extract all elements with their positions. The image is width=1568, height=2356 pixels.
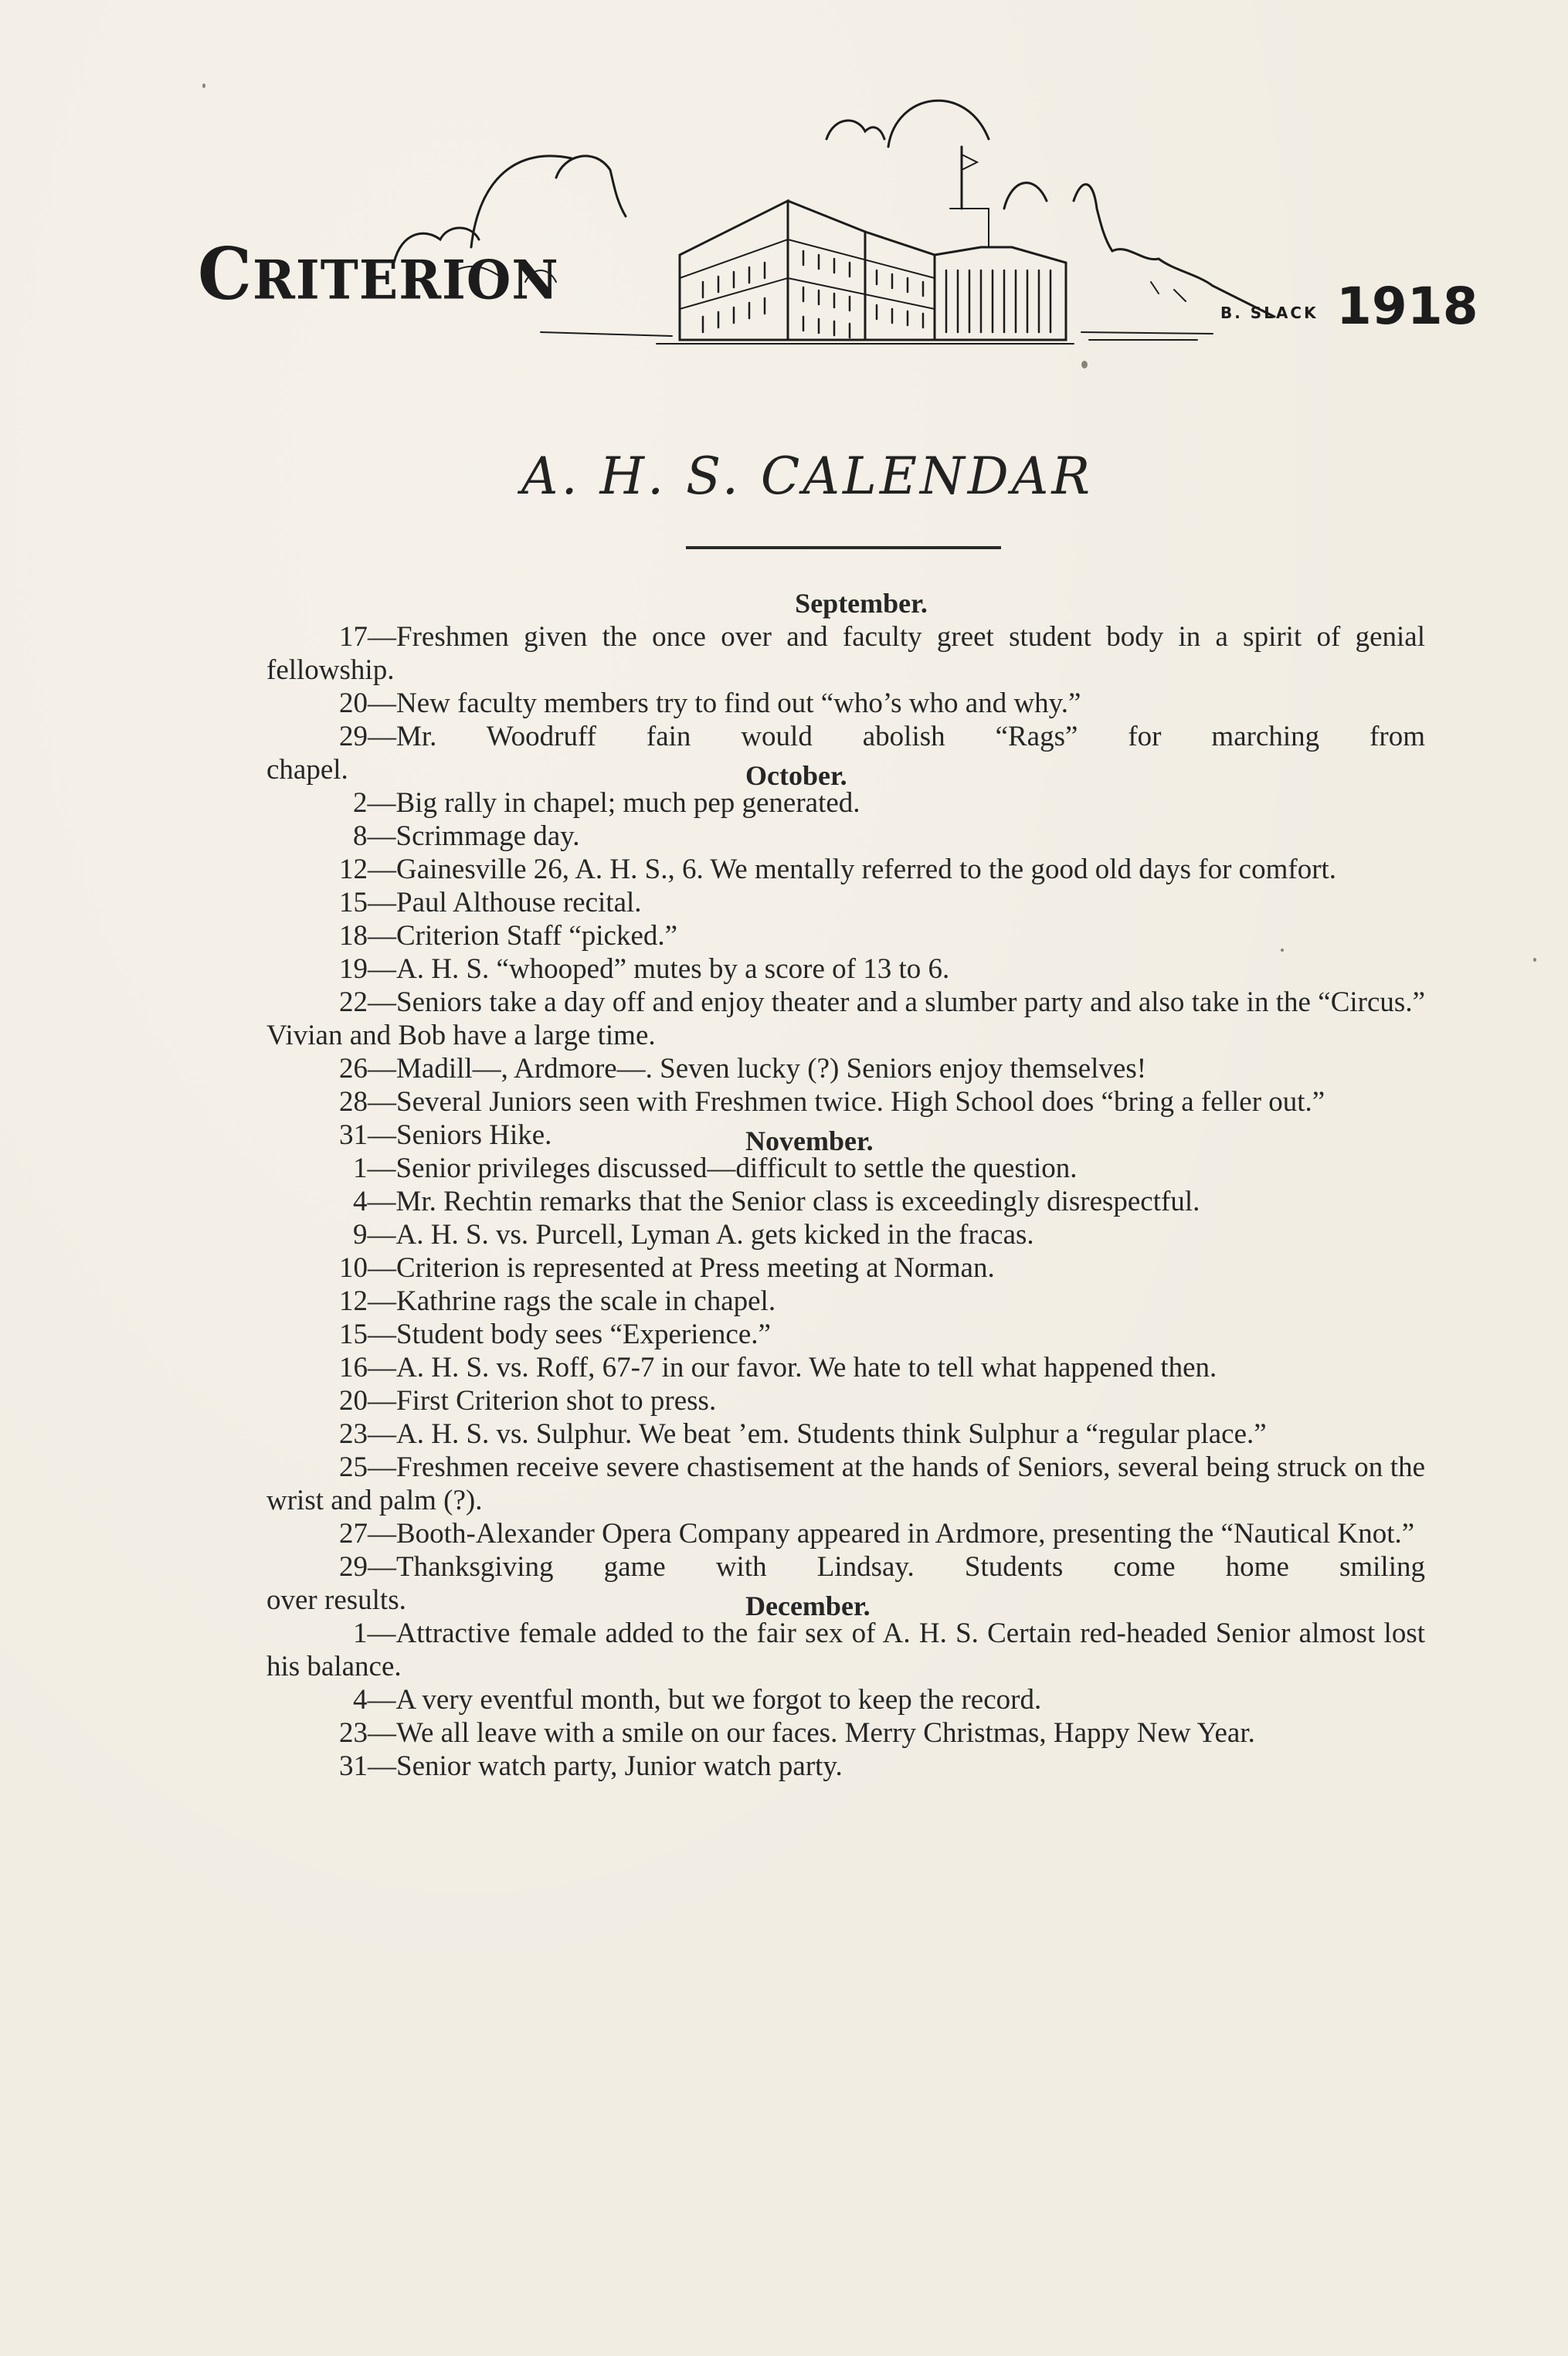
month-heading-october: October.: [745, 760, 847, 791]
calendar-entry: 29—Thanksgiving game with Lindsay. Students come home smiling: [339, 1551, 1425, 1583]
title-divider: [686, 546, 1001, 549]
paper-speck: [1281, 949, 1284, 952]
calendar-entry: 22—Seniors take a day off and enjoy theater and a slumber party and also take in the “Circus.” Vivian and Bob have a large time.: [266, 986, 1425, 1051]
paper-speck: [1081, 361, 1088, 368]
calendar-body: [266, 587, 1425, 1783]
calendar-entry: 26—Madill—, Ardmore—. Seven lucky (?) Seniors enjoy themselves!: [339, 1053, 1147, 1085]
calendar-entry: 27—Booth-Alexander Opera Company appeared in Ardmore, presenting the “Nautical Knot.”: [339, 1518, 1415, 1550]
calendar-entry: 12—Gainesville 26, A. H. S., 6. We mentally referred to the good old days for comfort.: [339, 854, 1337, 885]
calendar-entry: 18—Criterion Staff “picked.”: [339, 920, 678, 952]
calendar-entry: 4—Mr. Rechtin remarks that the Senior class is exceedingly disrespectful.: [353, 1186, 1200, 1217]
calendar-entry: 8—Scrimmage day.: [353, 820, 580, 852]
calendar-entry: 4—A very eventful month, but we forgot to keep the record.: [353, 1684, 1042, 1716]
entry-tail-with-month: [266, 1584, 1425, 1621]
calendar-entry: 29—Mr. Woodruff fain would abolish “Rags” for marching from: [339, 721, 1425, 752]
calendar-entry: 20—First Criterion shot to press.: [339, 1385, 717, 1417]
calendar-entry: 23—We all leave with a smile on our faces. Merry Christmas, Happy New Year.: [339, 1717, 1255, 1749]
calendar-entry: 12—Kathrine rags the scale in chapel.: [339, 1285, 776, 1317]
calendar-entry: 20—New faculty members try to find out “who’s who and why.”: [339, 687, 1081, 719]
calendar-entry: 15—Paul Althouse recital.: [339, 887, 642, 918]
calendar-entry: 31—Seniors Hike.: [339, 1119, 552, 1151]
paper-speck: [202, 83, 205, 88]
entry-tail-with-month: [266, 1119, 1425, 1156]
calendar-entry: 2—Big rally in chapel; much pep generated.: [353, 787, 860, 819]
paper-speck: [1533, 958, 1536, 962]
artist-signature: B. SLACK: [1220, 304, 1319, 322]
entry-tail-with-month: [266, 753, 1425, 791]
month-heading-september: September.: [795, 588, 928, 619]
calendar-entry-continuation: chapel.: [266, 754, 348, 786]
calendar-entry: 15—Student body sees “Experience.”: [339, 1319, 771, 1350]
criterion-wordmark: CRITERION: [198, 231, 559, 316]
calendar-entry: 17—Freshmen given the once over and faculty greet student body in a spirit of genial fellowship.: [266, 621, 1425, 686]
calendar-entry-continuation: over results.: [266, 1584, 406, 1616]
calendar-entry: 1—Senior privileges discussed—difficult to settle the question.: [353, 1153, 1078, 1184]
calendar-entry: 10—Criterion is represented at Press meeting at Norman.: [339, 1252, 995, 1284]
calendar-entry: 28—Several Juniors seen with Freshmen twice. High School does “bring a feller out.”: [339, 1086, 1325, 1118]
page-header-banner: [193, 85, 1491, 348]
calendar-entry: 25—Freshmen receive severe chastisement at the hands of Seniors, several being struck on the wrist and palm (?).: [266, 1451, 1425, 1516]
yearbook-year: 1918: [1336, 277, 1478, 336]
calendar-entry: 9—A. H. S. vs. Purcell, Lyman A. gets kicked in the fracas.: [353, 1219, 1034, 1251]
month-heading-december: December.: [745, 1590, 871, 1621]
calendar-entry: 1—Attractive female added to the fair sex of A. H. S. Certain red-headed Senior almost lost his balance.: [266, 1618, 1425, 1682]
calendar-entry: 16—A. H. S. vs. Roff, 67-7 in our favor. We hate to tell what happened then.: [339, 1352, 1217, 1383]
month-heading-november: November.: [745, 1125, 874, 1156]
calendar-entry: 31—Senior watch party, Junior watch party.: [339, 1750, 843, 1782]
calendar-entry: 19—A. H. S. “whooped” mutes by a score of 13 to 6.: [339, 953, 950, 985]
calendar-entry: 23—A. H. S. vs. Sulphur. We beat ’em. Students think Sulphur a “regular place.”: [339, 1418, 1267, 1450]
page-title: A. H. S. CALENDAR: [521, 446, 1094, 506]
